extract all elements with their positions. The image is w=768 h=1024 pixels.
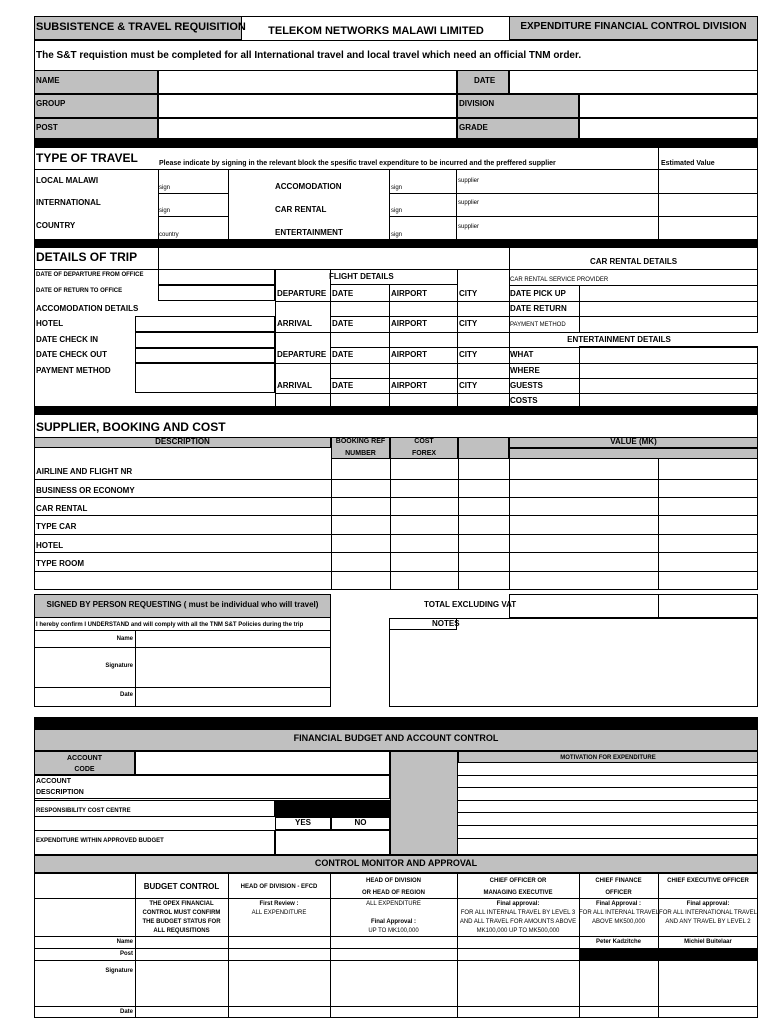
name-field[interactable]: [158, 70, 457, 94]
flight-dir: ARRIVAL: [277, 381, 312, 390]
entertainment-supplier: supplier: [458, 224, 480, 230]
requester-signature-label: Signature: [105, 663, 133, 669]
account-description-label-2: DESCRIPTION: [36, 789, 84, 796]
value-header: VALUE (MK): [610, 437, 657, 446]
approval-col-header: HEAD OF DIVISION - EFCD: [240, 884, 318, 890]
travel-local-label: LOCAL MALAWI: [36, 176, 99, 185]
approval-desc: CONTROL MUST CONFIRM: [142, 910, 221, 916]
travel-country-label: COUNTRY: [36, 221, 76, 230]
travel-instruction: Please indicate by signing in the relevant block the spesific travel expenditure to be incurred and the preffered supplier: [159, 160, 556, 167]
travel-international-label: INTERNATIONAL: [36, 198, 101, 207]
approval-desc: ABOVE MK500,000: [591, 919, 646, 925]
return-office-label: DATE OF RETURN TO OFFICE: [36, 288, 123, 294]
within-budget-label: EXPENDITURE WITHIN APPROVED BUDGET: [36, 838, 164, 844]
car-rental-label: CAR RENTAL: [275, 205, 327, 214]
date-field[interactable]: [509, 70, 758, 94]
motivation-header: MOTIVATION FOR EXPENDITURE: [560, 755, 656, 761]
requester-name-label: Name: [116, 636, 133, 642]
hotel-label: HOTEL: [36, 319, 64, 328]
supplier-item: TYPE CAR: [36, 522, 77, 531]
number-header: NUMBER: [345, 450, 376, 457]
flight-date: DATE: [332, 319, 354, 328]
flight-date: DATE: [332, 381, 354, 390]
travel-local-sign: sign: [159, 185, 171, 191]
date-label: DATE: [474, 76, 496, 85]
approval-desc: ALL EXPENDITURE: [366, 901, 421, 907]
approval-desc: FOR ALL INTERNATIONAL TRAVEL: [659, 910, 757, 916]
approval-desc: THE BUDGET STATUS FOR: [142, 919, 221, 925]
approval-desc: ALL REQUISITIONS: [153, 928, 210, 934]
supplier-item: HOTEL: [36, 541, 64, 550]
flight-dir: DEPARTURE: [277, 289, 327, 298]
group-label: GROUP: [36, 99, 66, 108]
flight-city: CITY: [459, 350, 478, 359]
approval-col-header: CHIEF FINANCE: [595, 878, 642, 884]
account-description-label: ACCOUNT: [36, 778, 71, 785]
supplier-item: TYPE ROOM: [36, 559, 85, 568]
flight-city: CITY: [459, 289, 478, 298]
where-label: WHERE: [510, 366, 540, 375]
company-name: TELEKOM NETWORKS MALAWI LIMITED: [268, 25, 484, 37]
section-divider: [34, 139, 758, 147]
approval-desc: Final Approval :: [595, 901, 642, 907]
grade-label: GRADE: [459, 123, 488, 132]
car-payment-label: PAYMENT METHOD: [510, 322, 566, 328]
car-rental-sign: sign: [391, 208, 403, 214]
section-divider: [34, 239, 758, 247]
section-divider: [34, 717, 758, 729]
flight-date: DATE: [332, 289, 354, 298]
approval-desc: Final Approval :: [370, 919, 417, 925]
approval-desc: AND ANY TRAVEL BY LEVEL 2: [665, 919, 751, 925]
approval-desc: ALL EXPENDITURE: [251, 910, 307, 916]
approver-name: Michiel Buitelaar: [684, 939, 732, 945]
payment-method-label: PAYMENT METHOD: [36, 366, 111, 375]
grade-field[interactable]: [579, 118, 758, 139]
approval-desc: AND ALL TRAVEL FOR AMOUNTS ABOVE: [459, 919, 577, 925]
post-label: POST: [36, 123, 58, 132]
approval-col-header: CHIEF OFFICER OR: [489, 878, 547, 884]
return-office-field[interactable]: [158, 285, 275, 301]
group-field[interactable]: [158, 94, 457, 118]
approval-post-row-label: Post: [119, 951, 133, 957]
check-in-field[interactable]: [135, 332, 275, 348]
departure-office-field[interactable]: [158, 269, 275, 285]
flight-dir: DEPARTURE: [277, 350, 327, 359]
account-code-label-2: CODE: [74, 766, 95, 773]
notes-box[interactable]: [389, 618, 758, 707]
approval-col-header: BUDGET CONTROL: [143, 882, 220, 891]
approval-col-header: OR HEAD OF REGION: [361, 890, 425, 896]
section-divider: [34, 406, 758, 414]
division-label: DIVISION: [459, 99, 495, 108]
approval-desc: Final approval:: [686, 901, 730, 907]
account-code-field[interactable]: [135, 751, 390, 775]
estimated-value-header: Estimated Value: [661, 160, 715, 167]
forex-header: FOREX: [411, 450, 437, 457]
flight-airport: AIRPORT: [391, 381, 427, 390]
approval-desc: FOR ALL INTERNAL TRAVEL BY LEVEL 3: [460, 910, 576, 916]
approval-desc: Final approval:: [496, 901, 540, 907]
accommodation-label: ACCOMODATION: [275, 182, 342, 191]
check-out-field[interactable]: [135, 348, 275, 363]
division-name: EXPENDITURE FINANCIAL CONTROL DIVISION: [520, 21, 747, 32]
supplier-item: AIRLINE AND FLIGHT NR: [36, 467, 133, 476]
pickup-date-label: DATE PICK UP: [510, 289, 566, 298]
travel-international-sign: sign: [159, 208, 171, 214]
flight-airport: AIRPORT: [391, 319, 427, 328]
flight-dir: ARRIVAL: [277, 319, 312, 328]
name-label: NAME: [36, 76, 60, 85]
approval-desc: FOR ALL INTERNAL TRAVEL: [579, 910, 660, 916]
entertainment-label: ENTERTAINMENT: [275, 228, 343, 237]
supplier-item: CAR RENTAL: [36, 504, 88, 513]
flight-city: CITY: [459, 319, 478, 328]
budget-no[interactable]: NO: [354, 818, 367, 827]
departure-office-label: DATE OF DEPARTURE FROM OFFICE: [36, 272, 144, 278]
form-notice: The S&T requistion must be completed for all International travel and local travel which need an official TNM order.: [36, 50, 582, 61]
budget-title: FINANCIAL BUDGET AND ACCOUNT CONTROL: [293, 733, 499, 743]
cost-centre-label: RESPONSIBILITY COST CENTRE: [36, 808, 131, 814]
budget-yes[interactable]: YES: [294, 818, 311, 827]
payment-method-field[interactable]: [135, 363, 275, 393]
approval-col-header: OFFICER: [605, 890, 632, 896]
approval-col-header: CHIEF EXECUTIVE OFFICER: [667, 878, 749, 884]
car-provider-label: CAR RENTAL SERVICE PROVIDER: [510, 277, 609, 283]
approval-signature-row-label: Signature: [105, 968, 133, 974]
travel-country-field: country: [159, 232, 179, 238]
flight-airport: AIRPORT: [391, 289, 427, 298]
check-in-label: DATE CHECK IN: [36, 335, 99, 344]
account-code-label: ACCOUNT: [67, 755, 102, 762]
approval-desc: UP TO MK100,000: [368, 928, 419, 934]
description-header: DESCRIPTION: [155, 437, 210, 446]
car-rental-details-title: CAR RENTAL DETAILS: [589, 257, 678, 266]
total-forex-field[interactable]: [509, 594, 659, 618]
form-title: SUBSISTENCE & TRAVEL REQUISITION: [36, 21, 246, 33]
entertainment-sign: sign: [391, 232, 403, 238]
approval-col-header: MANAGING EXECUTIVE: [483, 890, 553, 896]
costs-label: COSTS: [510, 396, 538, 405]
approval-desc: THE OPEX FINANCIAL: [149, 901, 214, 907]
requester-date-label: Date: [119, 692, 133, 698]
cost-centre-field[interactable]: [34, 800, 275, 817]
trip-details-title: DETAILS OF TRIP: [36, 250, 138, 264]
flight-airport: AIRPORT: [391, 350, 427, 359]
total-excluding-vat-label: TOTAL EXCLUDING VAT: [424, 600, 517, 609]
post-field[interactable]: [158, 118, 457, 139]
flight-date: DATE: [332, 350, 354, 359]
hotel-field[interactable]: [135, 316, 275, 332]
car-rental-supplier: supplier: [458, 200, 480, 206]
within-budget-field[interactable]: [275, 830, 390, 855]
account-description-field[interactable]: [34, 775, 390, 799]
approval-desc: MK100,000 UP TO MK500,000: [476, 928, 560, 934]
flight-details-title: FLIGHT DETAILS: [329, 272, 394, 281]
requester-title: SIGNED BY PERSON REQUESTING ( must be individual who will travel): [46, 600, 319, 609]
guests-label: GUESTS: [510, 381, 543, 390]
notes-label: NOTES: [432, 619, 460, 628]
division-field[interactable]: [579, 94, 758, 118]
accommodation-details-title: ACCOMODATION DETAILS: [36, 304, 139, 313]
booking-ref-header: BOOKING REF: [335, 438, 386, 445]
flight-city: CITY: [459, 381, 478, 390]
supplier-title: SUPPLIER, BOOKING AND COST: [36, 420, 226, 434]
return-date-label: DATE RETURN: [510, 304, 567, 313]
accommodation-sign: sign: [391, 185, 403, 191]
approval-title: CONTROL MONITOR AND APPROVAL: [314, 858, 478, 868]
what-label: WHAT: [510, 350, 534, 359]
approval-col-header: HEAD OF DIVISION: [365, 878, 421, 884]
cost-header: COST: [414, 438, 434, 445]
accommodation-supplier: supplier: [458, 178, 480, 184]
approver-name: Peter Kadzitche: [595, 939, 641, 945]
entertainment-details-title: ENTERTAINMENT DETAILS: [567, 335, 671, 344]
requester-confirmation: I hereby confirm I UNDERSTAND and will comply with all the TNM S&T Policies during the trip: [36, 622, 304, 628]
approval-desc: First Review :: [259, 901, 299, 907]
travel-type-title: TYPE OF TRAVEL: [36, 151, 138, 165]
approval-name-row-label: Name: [116, 939, 133, 945]
check-out-label: DATE CHECK OUT: [36, 350, 107, 359]
supplier-item: BUSINESS OR ECONOMY: [36, 486, 135, 495]
total-value-field[interactable]: [658, 594, 758, 618]
approval-date-row-label: Date: [119, 1009, 133, 1015]
